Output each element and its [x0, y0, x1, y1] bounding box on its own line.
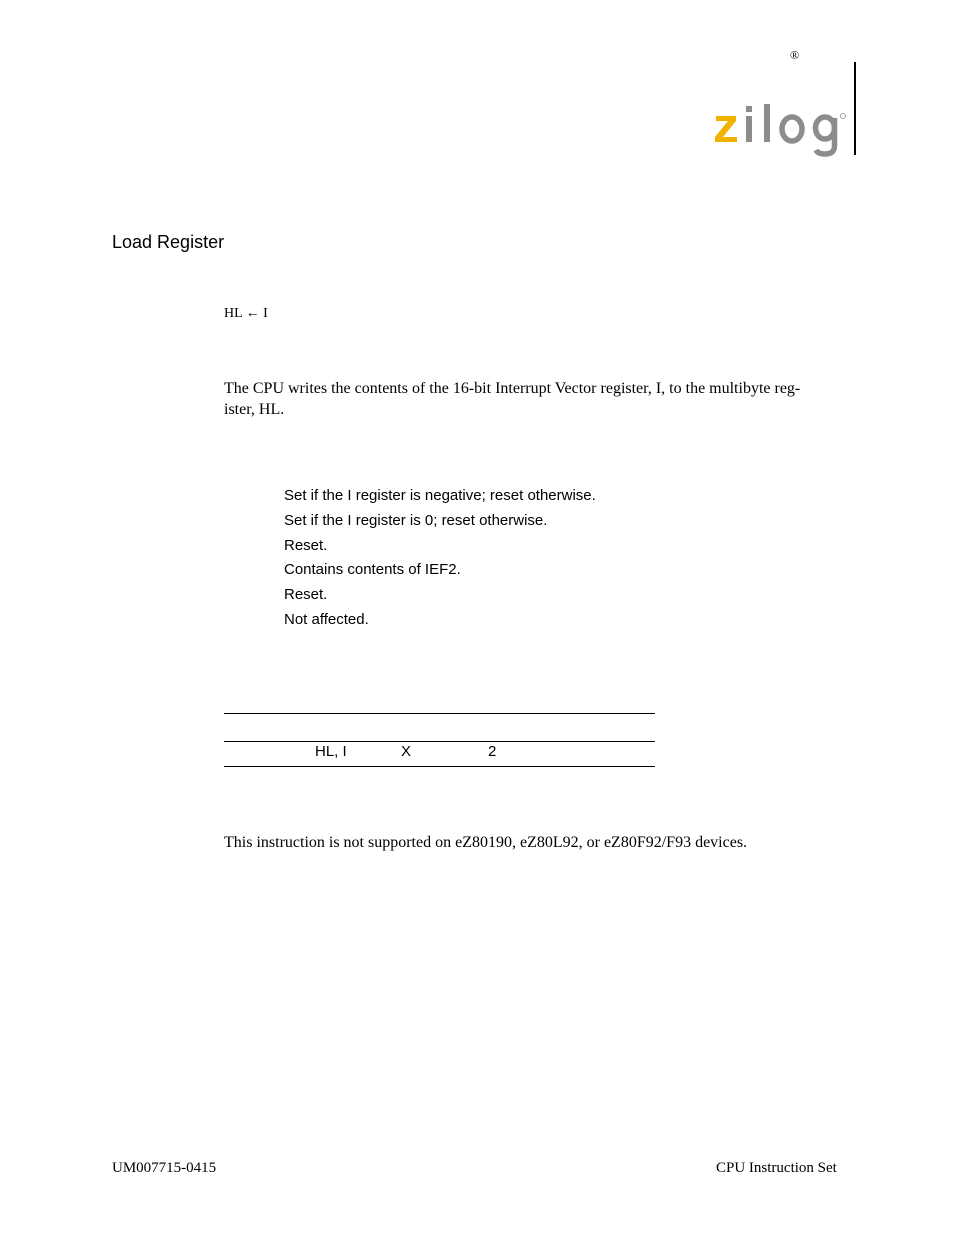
flag-description: Set if the I register is 0; reset otherwise. [284, 512, 548, 529]
operation-expression: HL ← I [224, 306, 268, 321]
footer-document-id: UM007715-0415 [112, 1160, 217, 1176]
flag-description: Contains contents of IEF2. [284, 561, 461, 578]
description-line: ister, HL. [224, 401, 285, 418]
table-top-rule [224, 713, 655, 714]
flag-description: Not affected. [284, 611, 369, 628]
flag-description: Reset. [284, 537, 328, 554]
table-cell-operands: HL, I [315, 743, 347, 760]
footer-chapter-title: CPU Instruction Set [716, 1160, 837, 1176]
description-line: The CPU writes the contents of the 16-bit Interrupt Vector register, I, to the multibyte reg- [224, 380, 801, 397]
logo-letter-o [782, 117, 802, 141]
logo-letter-g-bowl [816, 117, 835, 139]
logo-letter-i-dot [746, 106, 752, 112]
logo-letter-i-stem [746, 116, 752, 142]
logo-letter-z [715, 116, 737, 142]
logo-small-registered-icon [841, 114, 846, 119]
description-paragraph [224, 378, 844, 420]
support-note: This instruction is not supported on eZ80190, eZ80L92, or eZ80F92/F93 devices. [224, 834, 748, 851]
header-vertical-rule [854, 62, 856, 155]
flag-description: Reset. [284, 586, 328, 603]
logo-letter-l [764, 104, 770, 142]
table-cell-value: 2 [488, 743, 497, 760]
zilog-logo [712, 104, 852, 162]
registered-trademark-mark: ® [790, 48, 800, 62]
table-cell-mark: X [401, 743, 412, 760]
section-title: Load Register [112, 232, 225, 252]
table-bottom-rule [224, 766, 655, 767]
flag-description: Set if the I register is negative; reset otherwise. [284, 487, 596, 504]
table-header-rule [224, 741, 655, 742]
